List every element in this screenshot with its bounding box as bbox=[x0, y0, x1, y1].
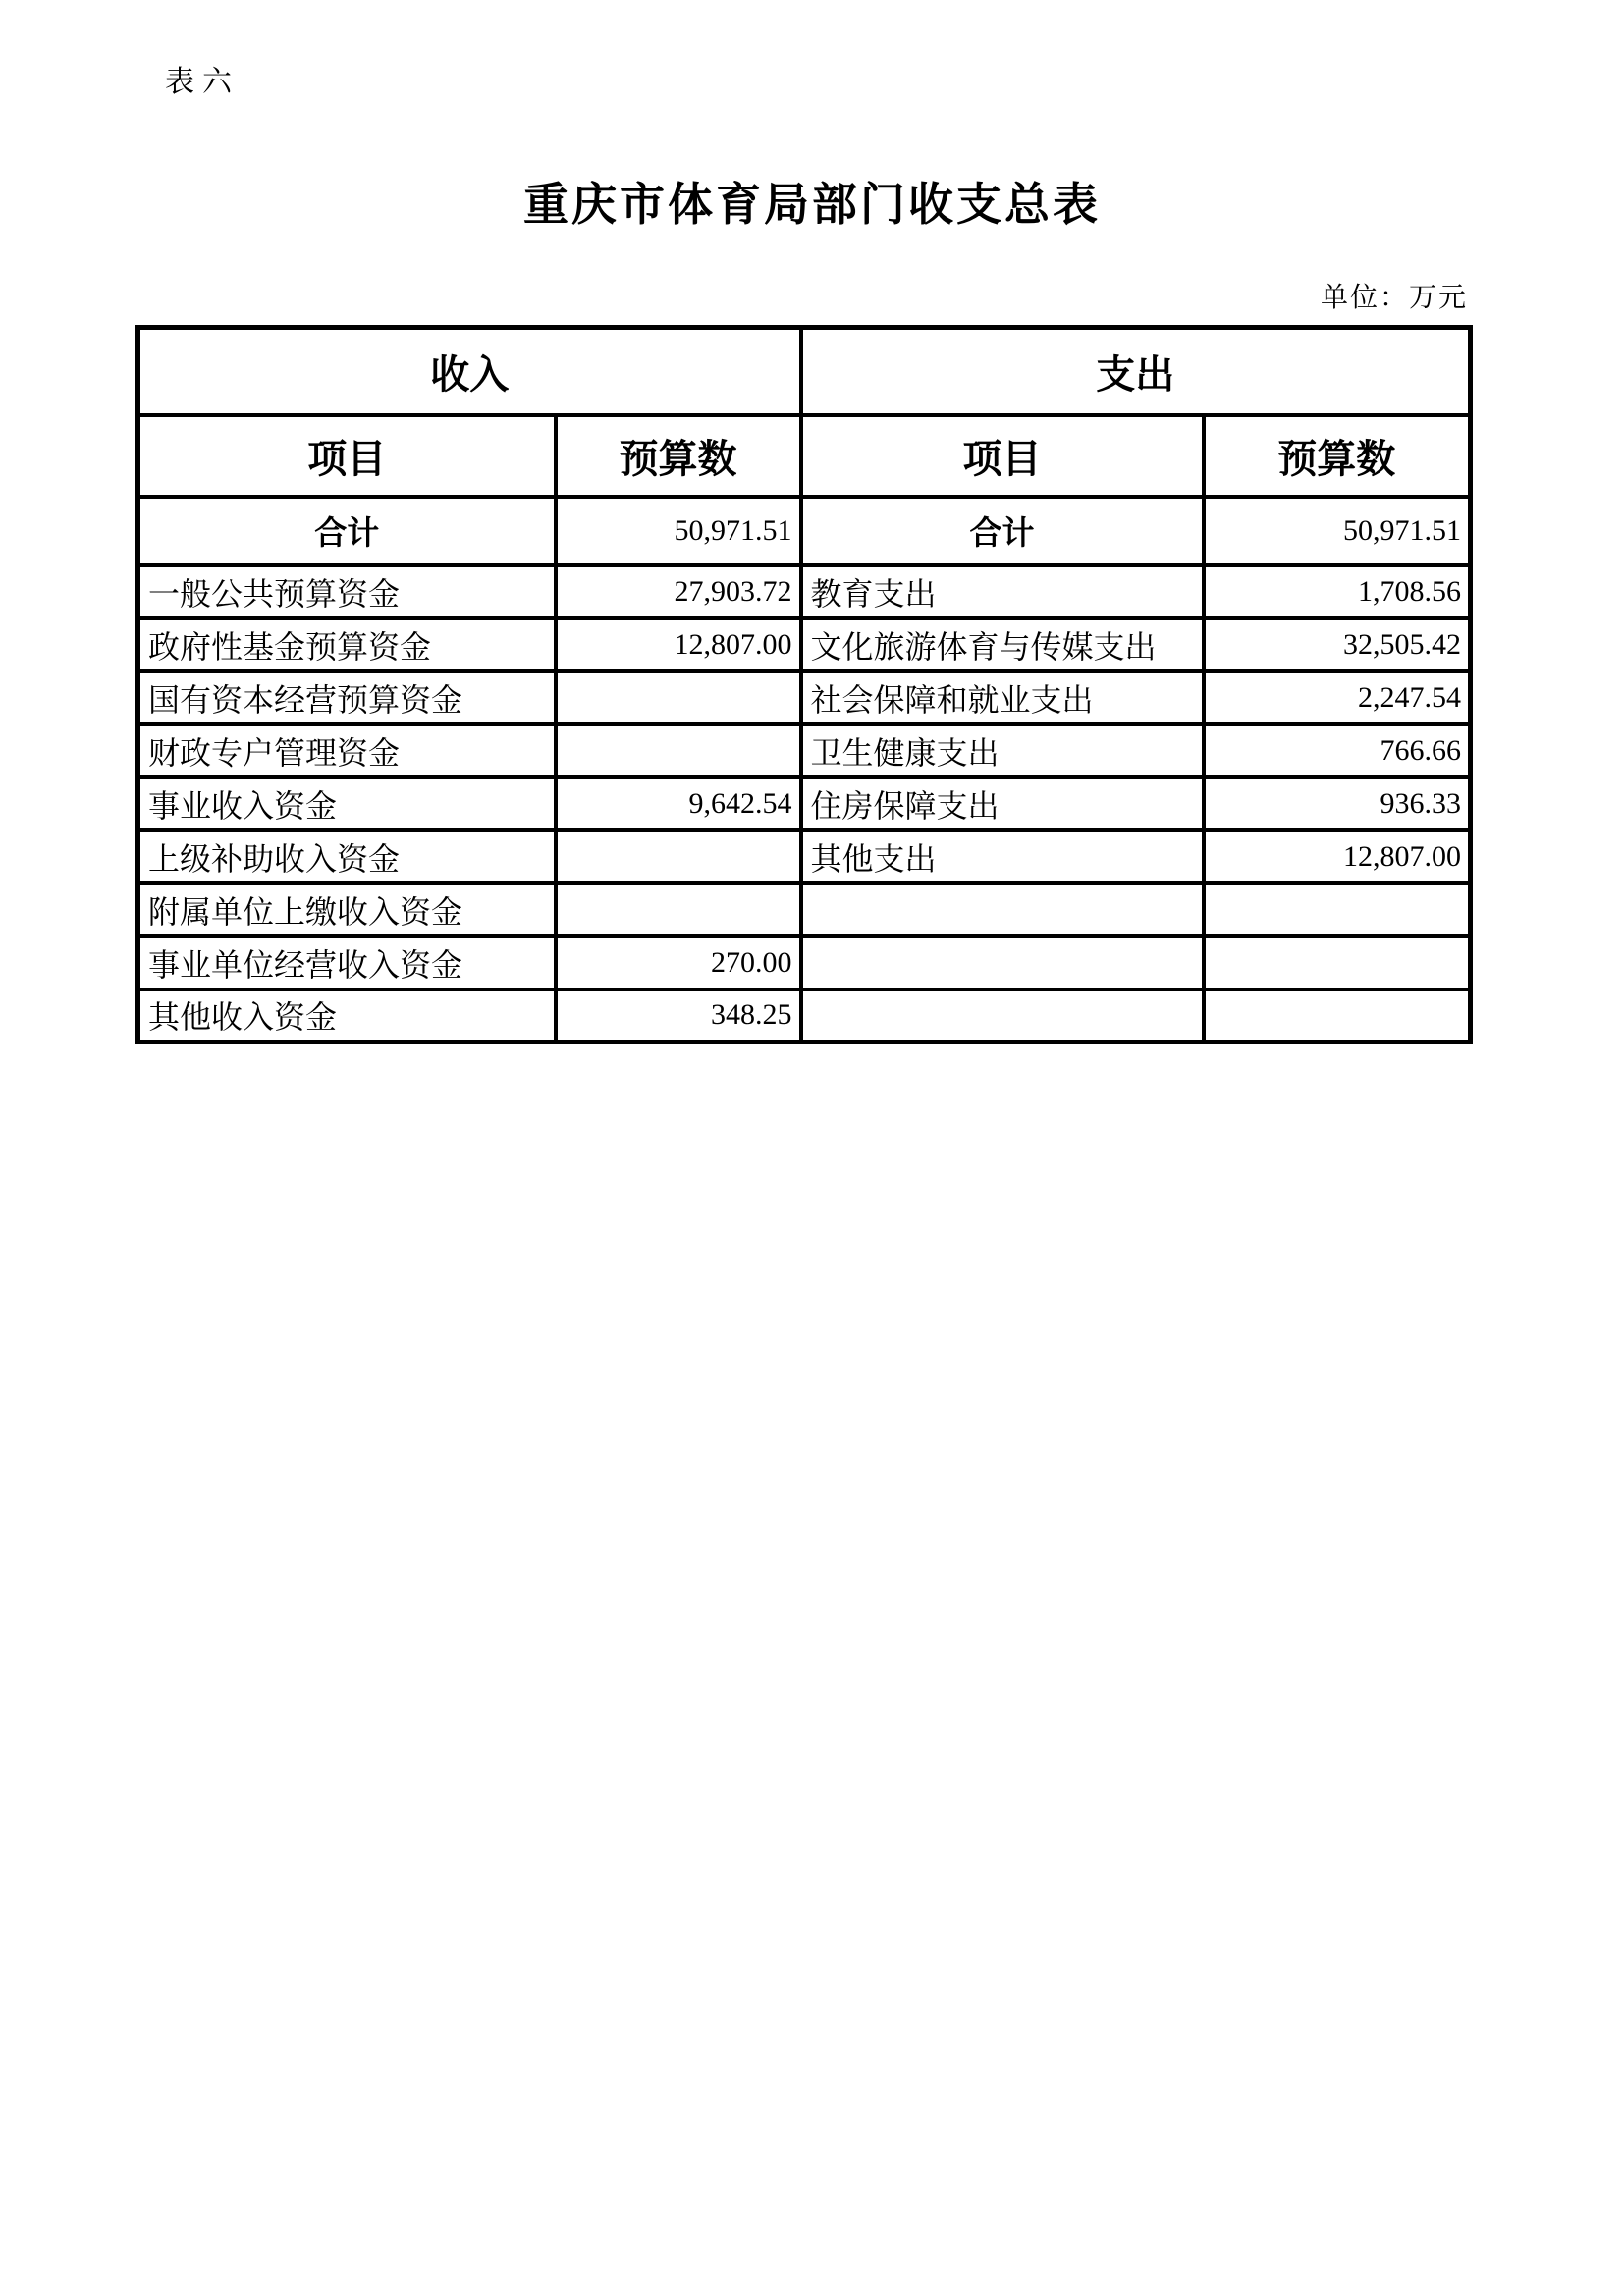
table-row bbox=[138, 989, 1471, 1042]
expense-budget-cell: 936.33 bbox=[1204, 777, 1471, 830]
expense-item-cell: 文化旅游体育与传媒支出 bbox=[801, 618, 1204, 671]
table-row bbox=[138, 724, 1471, 777]
column-header-row bbox=[138, 415, 1471, 497]
table-row bbox=[138, 777, 1471, 830]
table-row bbox=[138, 565, 1471, 618]
expense-budget-cell bbox=[1204, 883, 1471, 936]
income-budget-header: 预算数 bbox=[556, 415, 801, 497]
expense-budget-cell: 32,505.42 bbox=[1204, 618, 1471, 671]
income-item-cell: 事业单位经营收入资金 bbox=[138, 936, 556, 989]
expense-budget-cell: 1,708.56 bbox=[1204, 565, 1471, 618]
income-item-cell: 国有资本经营预算资金 bbox=[138, 671, 556, 724]
income-item-cell: 附属单位上缴收入资金 bbox=[138, 883, 556, 936]
income-budget-cell bbox=[556, 883, 801, 936]
expense-budget-cell: 2,247.54 bbox=[1204, 671, 1471, 724]
expense-item-cell: 教育支出 bbox=[801, 565, 1204, 618]
income-budget-cell: 348.25 bbox=[556, 989, 801, 1042]
expense-budget-cell bbox=[1204, 989, 1471, 1042]
expense-section-header: 支出 bbox=[801, 328, 1471, 415]
table-row bbox=[138, 671, 1471, 724]
income-section-header: 收入 bbox=[138, 328, 801, 415]
table-row bbox=[138, 830, 1471, 883]
table-number-label: 表六 bbox=[165, 66, 240, 98]
budget-summary-table bbox=[135, 325, 1473, 1044]
income-item-cell: 其他收入资金 bbox=[138, 989, 556, 1042]
expense-item-cell: 社会保障和就业支出 bbox=[801, 671, 1204, 724]
income-item-cell: 上级补助收入资金 bbox=[138, 830, 556, 883]
table-row bbox=[138, 883, 1471, 936]
expense-item-cell: 合计 bbox=[801, 497, 1204, 565]
income-budget-cell bbox=[556, 830, 801, 883]
expense-item-cell: 卫生健康支出 bbox=[801, 724, 1204, 777]
unit-note: 单位：万元 bbox=[1320, 283, 1468, 313]
expense-item-cell bbox=[801, 989, 1204, 1042]
income-item-cell: 财政专户管理资金 bbox=[138, 724, 556, 777]
expense-item-header: 项目 bbox=[801, 415, 1204, 497]
income-budget-cell: 9,642.54 bbox=[556, 777, 801, 830]
income-item-cell: 事业收入资金 bbox=[138, 777, 556, 830]
income-budget-cell bbox=[556, 671, 801, 724]
income-budget-cell bbox=[556, 724, 801, 777]
table-row bbox=[138, 618, 1471, 671]
table-row bbox=[138, 936, 1471, 989]
income-budget-cell: 270.00 bbox=[556, 936, 801, 989]
income-budget-cell: 27,903.72 bbox=[556, 565, 801, 618]
income-item-cell: 一般公共预算资金 bbox=[138, 565, 556, 618]
income-item-cell: 政府性基金预算资金 bbox=[138, 618, 556, 671]
income-budget-cell: 12,807.00 bbox=[556, 618, 801, 671]
page-title: 重庆市体育局部门收支总表 bbox=[523, 180, 1101, 230]
income-item-header: 项目 bbox=[138, 415, 556, 497]
expense-budget-header: 预算数 bbox=[1204, 415, 1471, 497]
expense-item-cell bbox=[801, 883, 1204, 936]
expense-budget-cell bbox=[1204, 936, 1471, 989]
section-header-row bbox=[138, 328, 1471, 415]
expense-item-cell: 住房保障支出 bbox=[801, 777, 1204, 830]
expense-budget-cell: 50,971.51 bbox=[1204, 497, 1471, 565]
expense-budget-cell: 12,807.00 bbox=[1204, 830, 1471, 883]
income-item-cell: 合计 bbox=[138, 497, 556, 565]
expense-item-cell: 其他支出 bbox=[801, 830, 1204, 883]
income-budget-cell: 50,971.51 bbox=[556, 497, 801, 565]
expense-budget-cell: 766.66 bbox=[1204, 724, 1471, 777]
table-row bbox=[138, 497, 1471, 565]
expense-item-cell bbox=[801, 936, 1204, 989]
